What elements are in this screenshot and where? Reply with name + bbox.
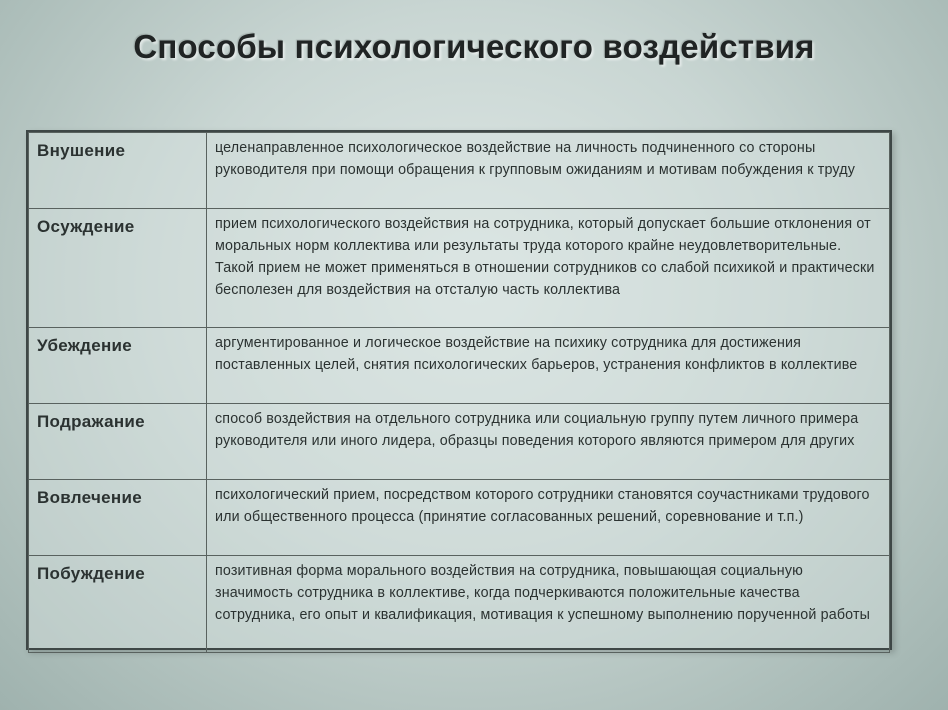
table-row	[29, 556, 890, 653]
methods-table	[28, 132, 890, 653]
term-cell: Внушение	[29, 133, 207, 209]
term-cell: Вовлечение	[29, 480, 207, 556]
table-row	[29, 404, 890, 480]
definition-cell: прием психологического воздействия на сотрудника, который допускает большие отклонения от моральных норм коллектива или результаты труда которого крайне неудовлетворительные. Такой прием не может применяться в отношении сотрудников со слабой психикой и практически бесполезен для воздействия на отсталую часть коллектива	[207, 209, 890, 328]
definition-cell: целенаправленное психологическое воздействие на личность подчиненного со стороны руководителя при помощи обращения к групповым ожиданиям и мотивам побуждения к труду	[207, 133, 890, 209]
term-cell: Осуждение	[29, 209, 207, 328]
table-row	[29, 328, 890, 404]
term-cell: Убеждение	[29, 328, 207, 404]
definition-cell: аргументированное и логическое воздействие на психику сотрудника для достижения поставленных целей, снятия психологических барьеров, устранения конфликтов в коллективе	[207, 328, 890, 404]
methods-table-container	[26, 130, 892, 650]
definition-cell: позитивная форма морального воздействия на сотрудника, повышающая социальную значимость сотрудника в коллективе, когда подчеркиваются положительные качества сотрудника, его опыт и квалификация, мотивация к успешному выполнению порученной работы	[207, 556, 890, 653]
table-row	[29, 133, 890, 209]
table-row	[29, 480, 890, 556]
definition-cell: психологический прием, посредством которого сотрудники становятся соучастниками трудового или общественного процесса (принятие согласованных решений, соревнование и т.п.)	[207, 480, 890, 556]
term-cell: Побуждение	[29, 556, 207, 653]
definition-cell: способ воздействия на отдельного сотрудника или социальную группу путем личного примера руководителя или иного лидера, образцы поведения которого являются примером для других	[207, 404, 890, 480]
table-row	[29, 209, 890, 328]
term-cell: Подражание	[29, 404, 207, 480]
slide-title: Способы психологического воздействия	[133, 28, 815, 65]
